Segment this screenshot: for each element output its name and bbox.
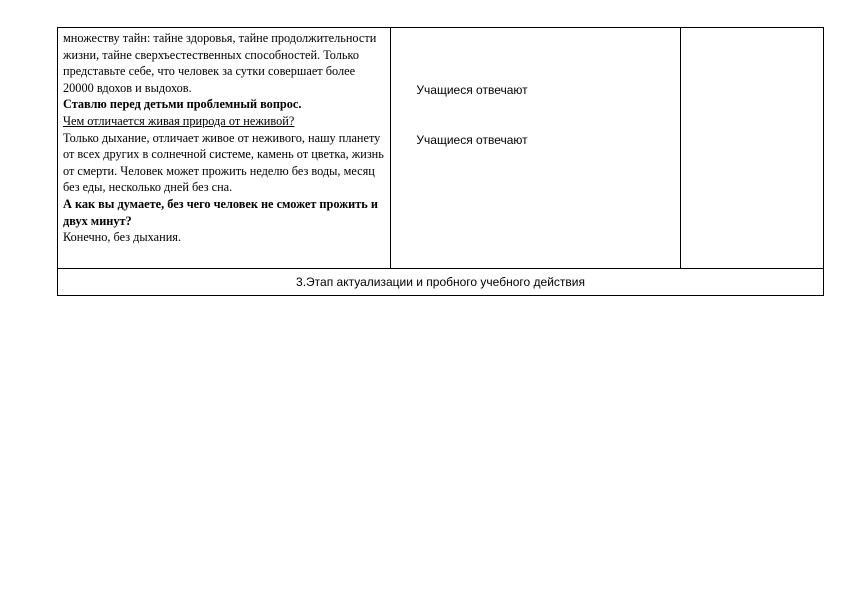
teacher-paragraph: Конечно, без дыхания. [63, 230, 182, 245]
teacher-activity-cell [58, 28, 391, 269]
table-row [58, 28, 824, 269]
stage-heading-cell: 3.Этап актуализации и пробного учебного действия [58, 269, 824, 296]
teacher-paragraph-bold: А как вы думаете, без чего человек не сможет прожить и двух минут? [63, 196, 378, 228]
underlined-text: Чем отличается живая природа от неживой? [63, 113, 295, 128]
teacher-paragraph: множеству тайн: тайне здоровья, тайне продолжительности жизни, тайне сверхъестественных способностей. Только представьте себе, что человек за сутки совершает более 20000 вдохов и выдохов. [63, 31, 377, 95]
student-answer: Учащиеся отвечают [416, 133, 528, 147]
table-row [58, 269, 824, 296]
teacher-question-underlined [63, 113, 386, 130]
teacher-paragraph: Только дыхание, отличает живое от неживого, нашу планету от всех других в солнечной системе, камень от цветка, жизнь от смерти. Человек может прожить неделю без воды, месяц без еды, несколько дней без сна. [63, 130, 384, 195]
student-activity-cell [391, 28, 680, 269]
notes-cell [680, 28, 823, 269]
student-answer: Учащиеся отвечают [416, 83, 528, 97]
teacher-paragraph-bold: Ставлю перед детьми проблемный вопрос. [63, 97, 302, 112]
lesson-plan-table [57, 27, 824, 296]
